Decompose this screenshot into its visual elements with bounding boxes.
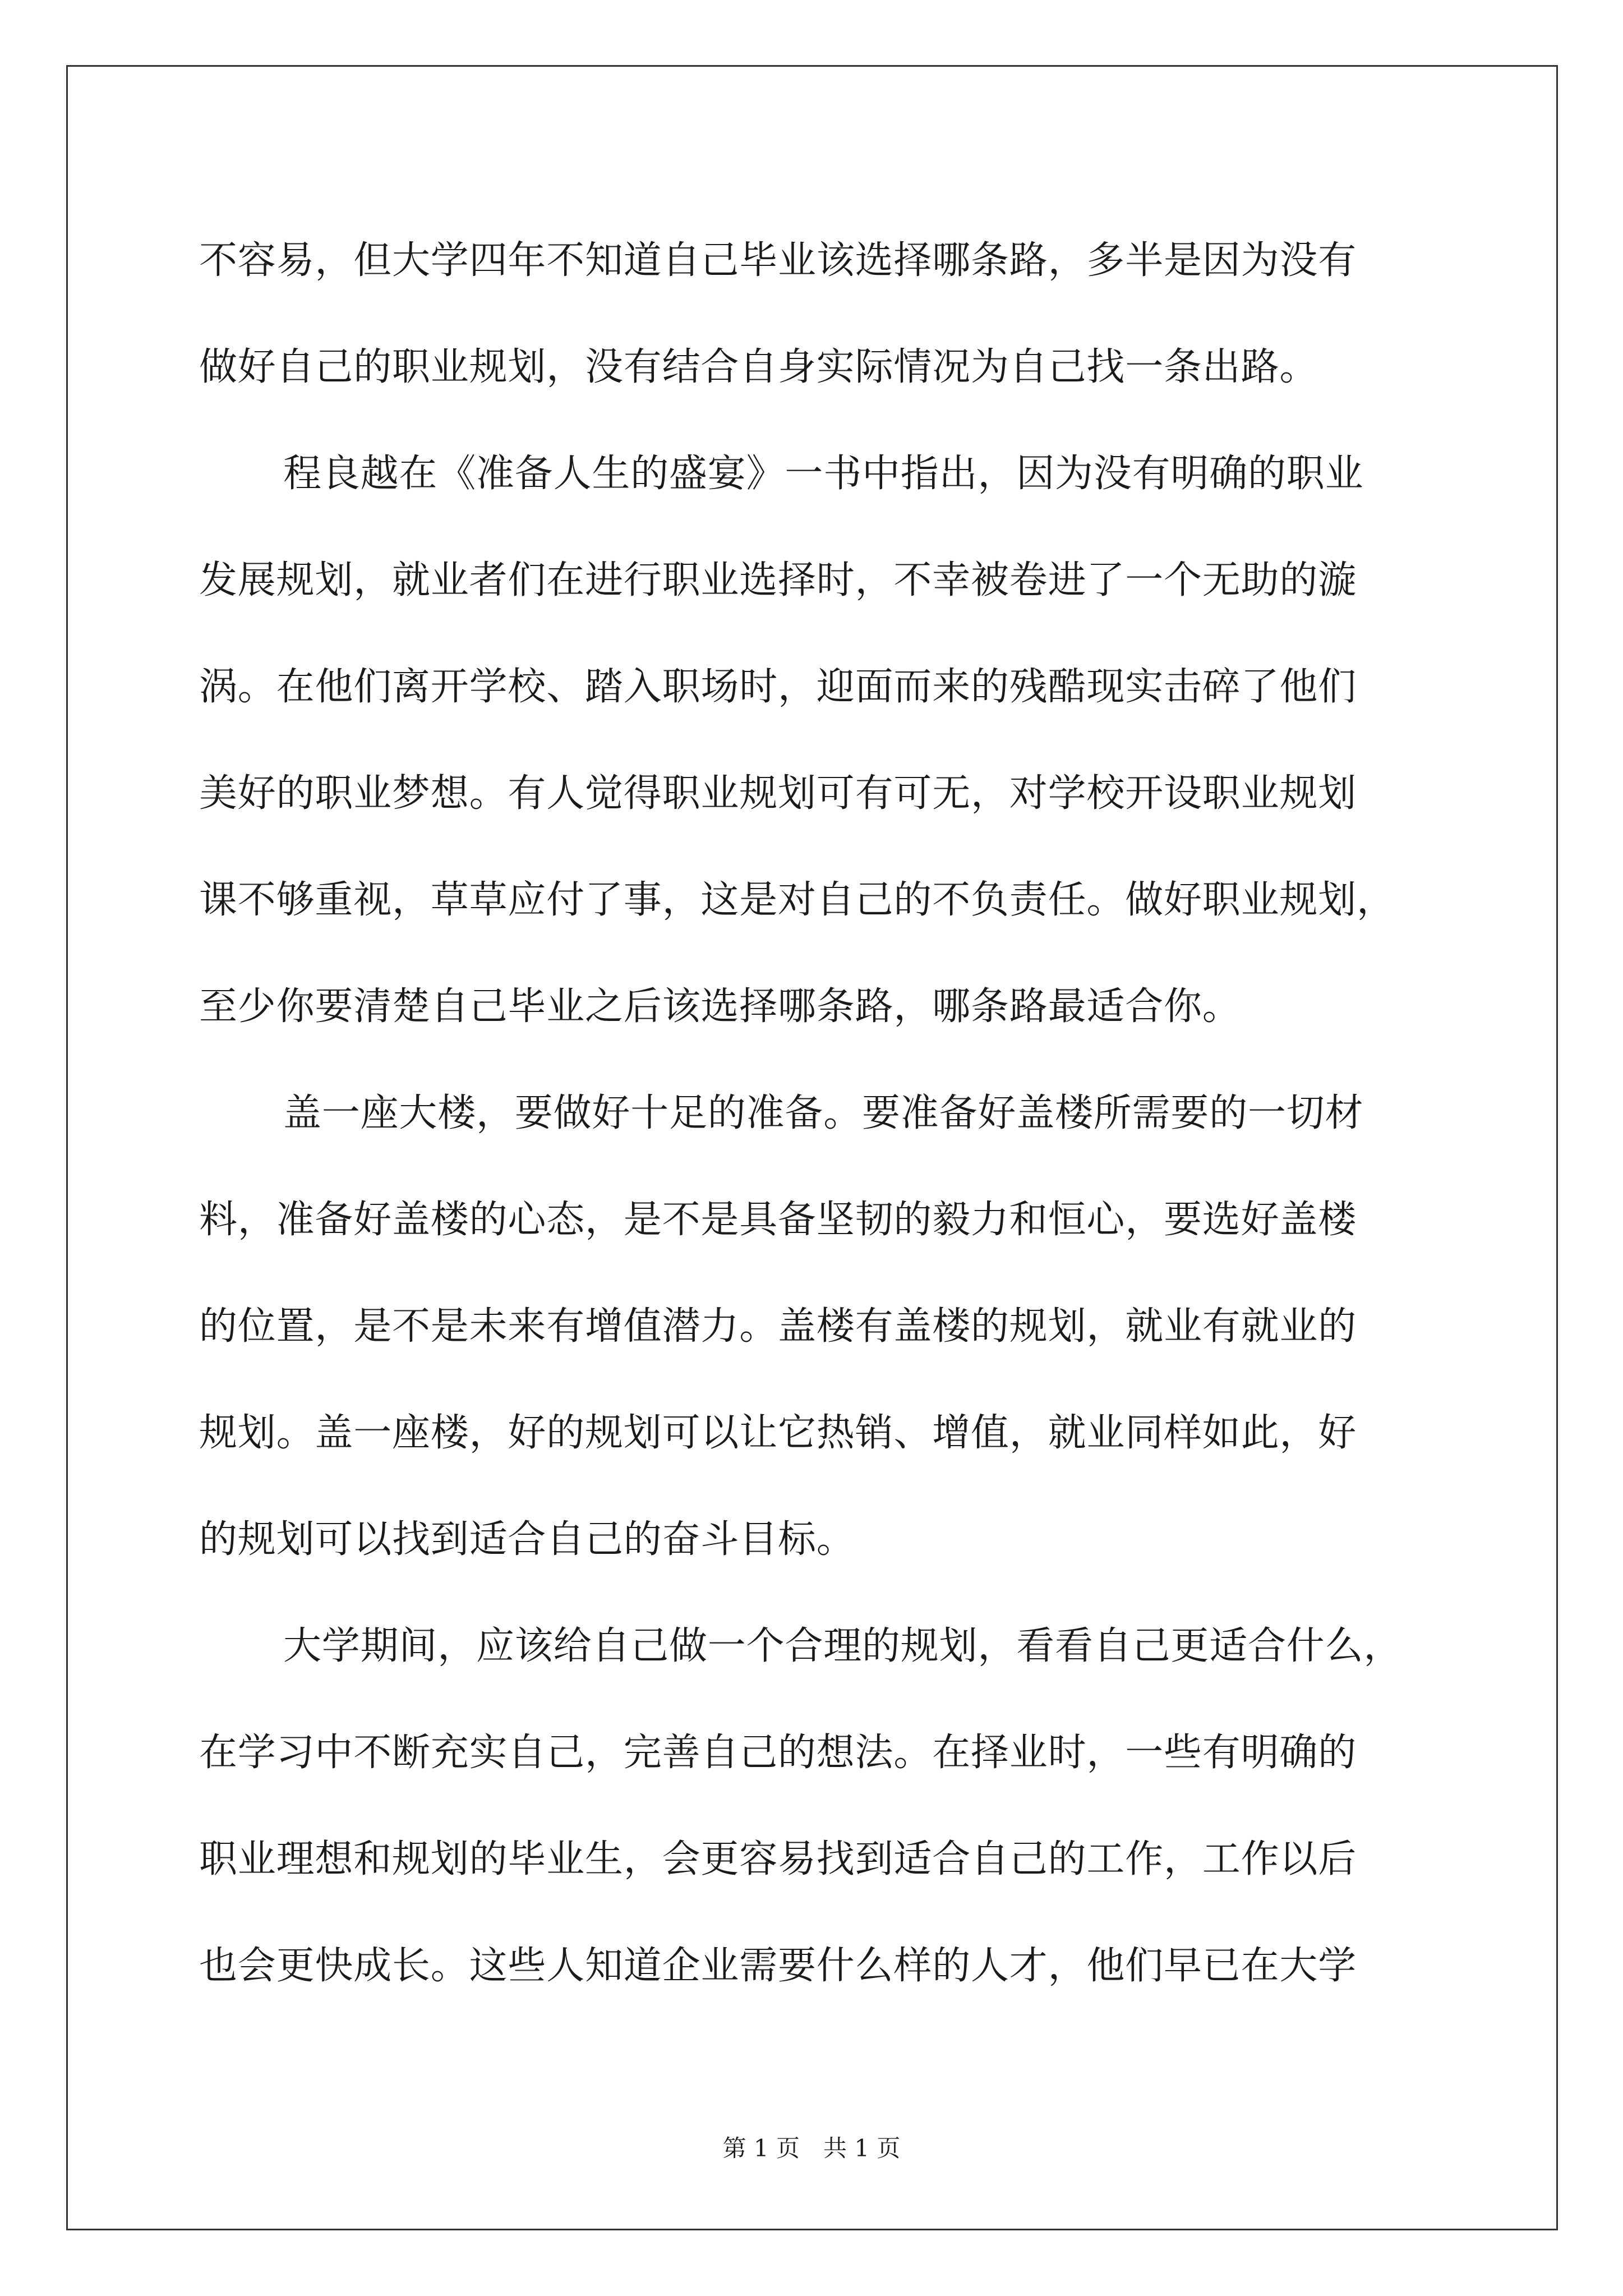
text-line-13: 的规划可以找到适合自己的奋斗目标。 — [199, 1517, 855, 1562]
document-body — [199, 208, 1433, 2019]
page-number-footer: 第 1 页 共 1 页 — [722, 2134, 901, 2162]
text-line-6: 美好的职业梦想。有人觉得职业规划可有可无，对学校开设职业规划 — [199, 771, 1357, 816]
text-line-9: 盖一座大楼，要做好十足的准备。要准备好盖楼所需要的一切材 — [283, 1091, 1364, 1135]
text-line-10: 料，准备好盖楼的心态，是不是具备坚韧的毅力和恒心，要选好盖楼 — [199, 1198, 1357, 1242]
text-line-8: 至少你要清楚自己毕业之后该选择哪条路，哪条路最适合你。 — [199, 984, 1241, 1029]
text-line-4: 发展规划，就业者们在进行职业选择时，不幸被卷进了一个无助的漩 — [199, 558, 1357, 602]
text-line-7: 课不够重视，草草应付了事，这是对自己的不负责任。做好职业规划， — [199, 878, 1395, 922]
text-line-2: 做好自己的职业规划，没有结合自身实际情况为自己找一条出路。 — [199, 345, 1318, 389]
text-line-5: 涡。在他们离开学校、踏入职场时，迎面而来的残酷现实击碎了他们 — [199, 665, 1357, 709]
text-line-17: 也会更快成长。这些人知道企业需要什么样的人才，他们早已在大学 — [199, 1944, 1357, 1988]
text-line-12: 规划。盖一座楼，好的规划可以让它热销、增值，就业同样如此，好 — [199, 1411, 1357, 1455]
text-line-1: 不容易，但大学四年不知道自己毕业该选择哪条路，多半是因为没有 — [199, 238, 1357, 283]
text-line-14: 大学期间，应该给自己做一个合理的规划，看看自己更适合什么， — [283, 1624, 1403, 1668]
text-line-16: 职业理想和规划的毕业生，会更容易找到适合自己的工作，工作以后 — [199, 1837, 1357, 1881]
text-line-11: 的位置，是不是未来有增值潜力。盖楼有盖楼的规划，就业有就业的 — [199, 1304, 1357, 1349]
text-line-3: 程良越在《准备人生的盛宴》一书中指出，因为没有明确的职业 — [283, 452, 1364, 496]
text-line-15: 在学习中不断充实自己，完善自己的想法。在择业时，一些有明确的 — [199, 1731, 1357, 1775]
